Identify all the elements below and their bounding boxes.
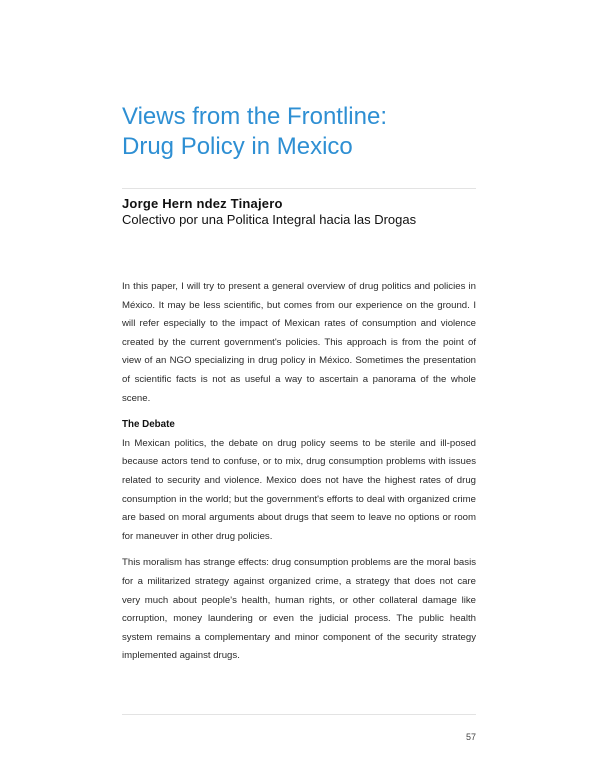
author-name: Jorge Hern ndez Tinajero [122,196,283,211]
article-title [122,102,522,162]
author-affiliation: Colectivo por una Politica Integral hacia las Drogas [122,212,417,227]
article-body [122,278,476,666]
intro-paragraph: In this paper, I will try to present a general overview of drug politics and policies in México. It may be less scientific, but comes from our experience on the ground. I will refer especially to the impact of Mexican rates of consumption and violence created by the current government's policies. This approach is from the point of view of an NGO specializing in drug policy in México. Sometimes the presentation of scientific facts is not as useful a way to ascertain a panorama of the whole scene. [122,281,476,404]
section-heading: The Debate [122,419,175,431]
body-paragraph-2: This moralism has strange effects: drug consumption problems are the moral basis for a militarized strategy against organized crime, a strategy that does not care very much about people's health, human rights, or other collateral damage like corruption, money laundering or even the judicial process. The public health system remains a complementary and minor component of the security strategy implemented against drugs. [122,557,476,662]
body-paragraph-1: In Mexican politics, the debate on drug policy seems to be sterile and ill-posed because actors tend to confuse, or to mix, drug consumption problems with issues related to security and violence. Mexico does not have the highest rates of drug consumption in the world; but the government's efforts to deal with organized crime are based on moral arguments about drugs that seem to leave no options or room for maneuver in other drug policies. [122,437,476,542]
page-number: 57 [465,732,476,742]
title-line-2: Drug Policy in Mexico [122,133,353,160]
title-divider [122,188,476,189]
title-line-1: Views from the Frontline: [122,103,387,130]
footer-divider [122,714,476,715]
